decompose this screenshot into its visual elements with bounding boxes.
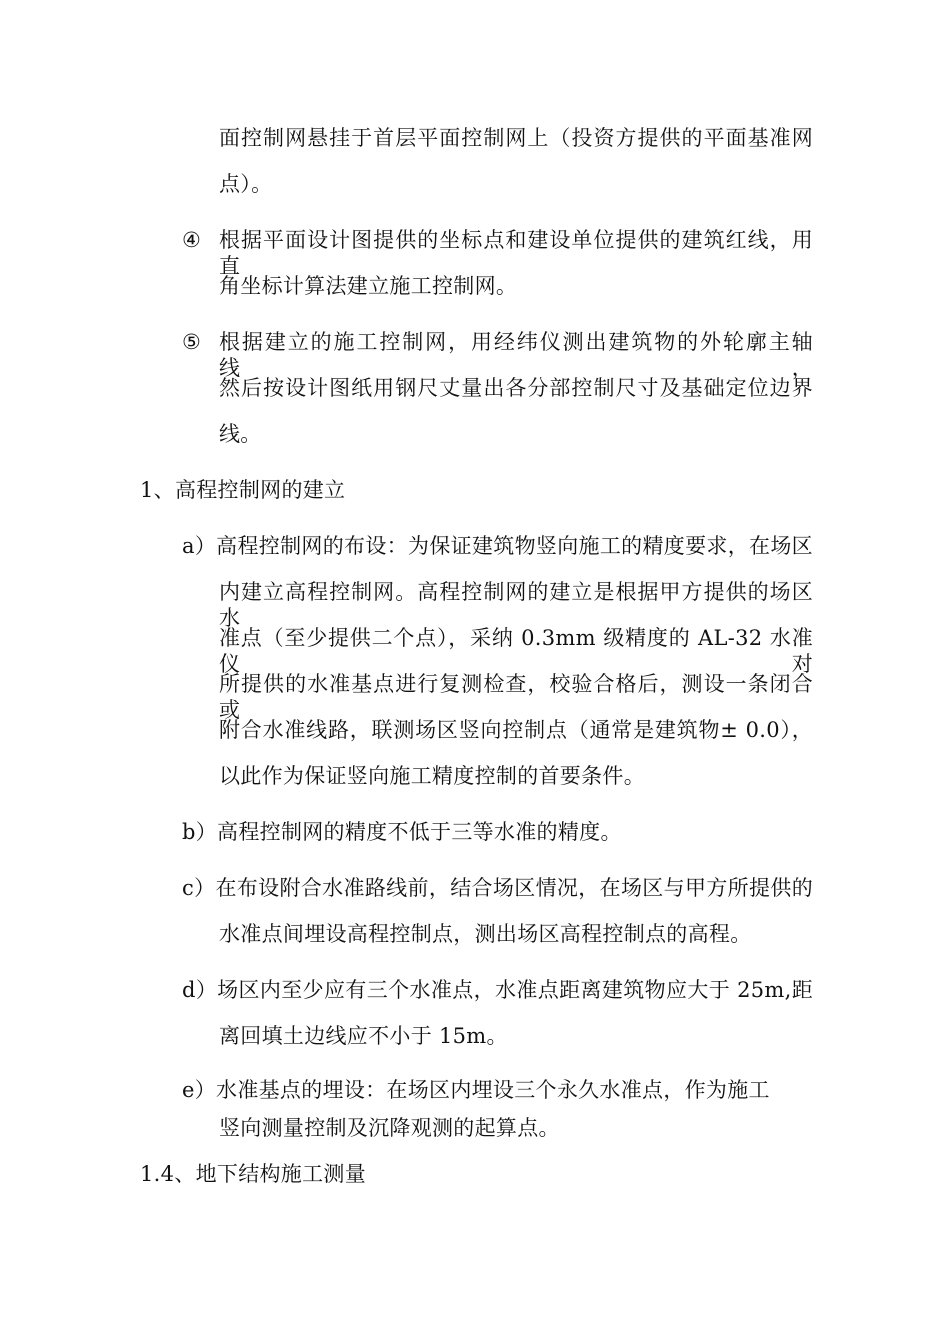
item-4-line-1: 根据平面设计图提供的坐标点和建设单位提供的建筑红线，用直 xyxy=(219,228,813,278)
item-5-line-3: 线。 xyxy=(219,422,262,446)
item-a-line-5: 附合水准线路，联测场区竖向控制点（通常是建筑物± 0.0）， xyxy=(219,718,813,742)
item-d-line-1: d）场区内至少应有三个水准点，水准点距离建筑物应大于 25m,距 xyxy=(182,978,813,1002)
item-5-line-1: 根据建立的施工控制网，用经纬仪测出建筑物的外轮廓主轴线， xyxy=(219,330,813,380)
item-e-line-1: e）水准基点的埋设：在场区内埋设三个永久水准点，作为施工 xyxy=(182,1078,770,1102)
item-5-line-2: 然后按设计图纸用钢尺丈量出各分部控制尺寸及基础定位边界 xyxy=(219,376,813,400)
section-heading-elevation-network: 1、高程控制网的建立 xyxy=(140,478,346,502)
item-4-line-2: 角坐标计算法建立施工控制网。 xyxy=(219,274,518,298)
continuation-line-2: 点）。 xyxy=(219,172,273,196)
item-a-line-3: 准点（至少提供二个点），采纳 0.3mm 级精度的 AL-32 水准仪对 xyxy=(219,626,813,676)
section-heading-underground-structure: 1.4、地下结构施工测量 xyxy=(140,1162,366,1186)
item-a-line-2: 内建立高程控制网。高程控制网的建立是根据甲方提供的场区水 xyxy=(219,580,813,630)
item-a-line-6: 以此作为保证竖向施工精度控制的首要条件。 xyxy=(219,764,645,788)
item-c-line-2: 水准点间埋设高程控制点，测出场区高程控制点的高程。 xyxy=(219,922,752,946)
item-5-marker: ⑤ xyxy=(182,330,201,354)
item-b-line-1: b）高程控制网的精度不低于三等水准的精度。 xyxy=(182,820,622,844)
item-e-line-2: 竖向测量控制及沉降观测的起算点。 xyxy=(219,1116,560,1140)
item-a-line-4: 所提供的水准基点进行复测检查，校验合格后，测设一条闭合或 xyxy=(219,672,813,722)
continuation-line-1: 面控制网悬挂于首层平面控制网上（投资方提供的平面基准网 xyxy=(219,126,813,150)
item-a-line-1: a）高程控制网的布设：为保证建筑物竖向施工的精度要求，在场区 xyxy=(182,534,813,558)
item-4-marker: ④ xyxy=(182,228,201,252)
item-d-line-2: 离回填土边线应不小于 15m。 xyxy=(219,1024,508,1048)
item-c-line-1: c）在布设附合水准路线前，结合场区情况，在场区与甲方所提供的 xyxy=(182,876,813,900)
